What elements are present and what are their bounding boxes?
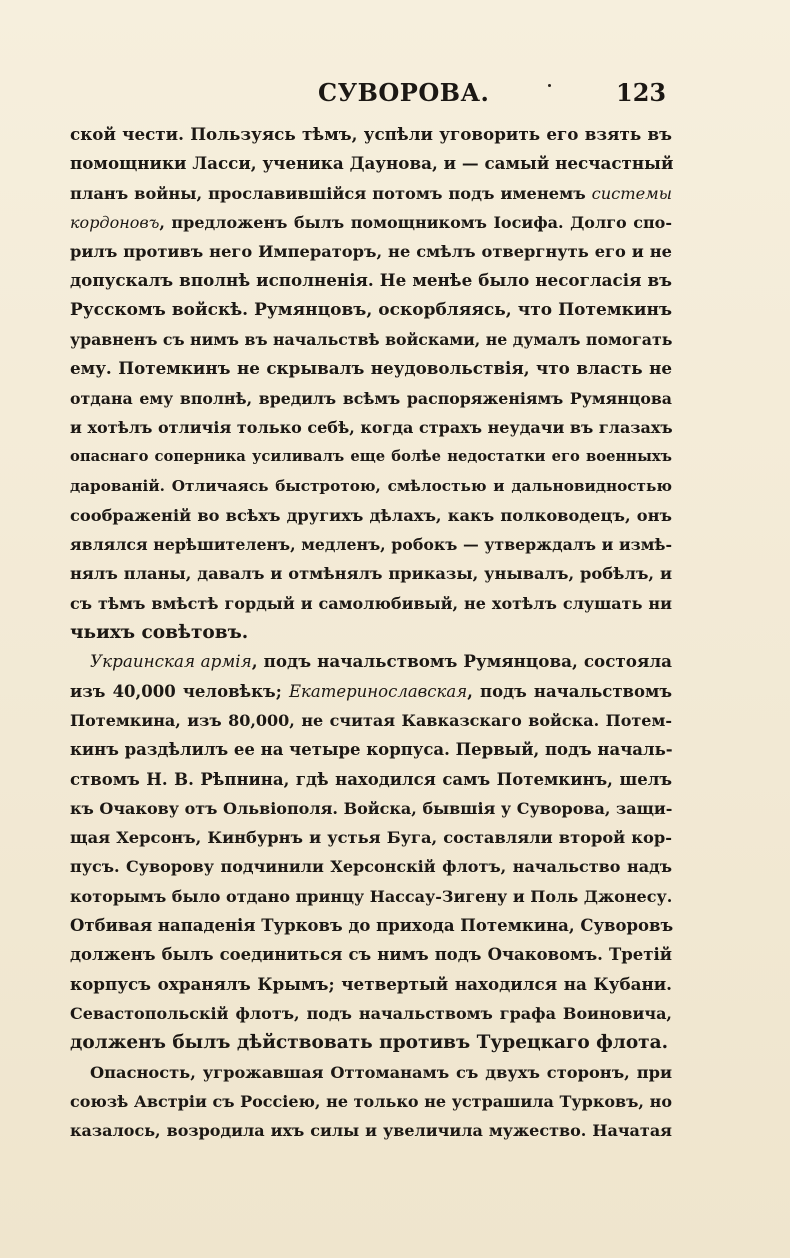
text-line: Потемкина, изъ 80,000, не считая Кавказскаго войска. Потем-: [70, 710, 672, 730]
text-line: чьихъ совѣтовъ.: [70, 622, 249, 644]
page-header: [0, 78, 790, 112]
text-line: допускалъ вполнѣ исполненія. Не менѣе было несогласія въ: [70, 270, 672, 291]
text-line: Украинская армія, подъ начальствомъ Румянцова, состояла: [90, 651, 673, 672]
text-line: долженъ былъ дѣйствовать противъ Турецкаго флота.: [70, 1032, 669, 1054]
text-line: рилъ противъ него Императоръ, не смѣлъ отвергнуть его и не: [70, 242, 672, 262]
text-line: дарованій. Отличаясь быстротою, смѣлостью и дальновидностью: [70, 476, 672, 495]
text-line: корпусъ охранялъ Крымъ; четвертый находился на Кубани.: [70, 973, 672, 994]
text-line: изъ 40,000 человѣкъ; Екатеринославская, подъ начальствомъ: [70, 681, 673, 701]
text-line: Русскомъ войскѣ. Румянцовъ, оскорбляясь, что Потемкинъ: [70, 299, 672, 320]
text-line: ему. Потемкинъ не скрывалъ неудовольствія, что власть не: [70, 358, 672, 379]
text-line: являлся нерѣшителенъ, медленъ, робокъ — утверждалъ и измѣ-: [70, 535, 672, 555]
text-line: долженъ былъ соединиться съ нимъ подъ Очаковомъ. Третій: [70, 945, 672, 965]
text-line: помощники Ласси, ученика Даунова, и — самый несчастный: [70, 153, 674, 174]
text-line: соображеній во всѣхъ другихъ дѣлахъ, какъ полководецъ, онъ: [70, 505, 672, 525]
text-line: и хотѣлъ отличія только себѣ, когда страхъ неудачи въ глазахъ: [70, 417, 673, 437]
page-number: 123: [616, 78, 667, 107]
text-line: кордоновъ, предложенъ былъ помощникомъ Іосифа. Долго спо-: [70, 212, 672, 232]
italic-emphasis: Украинская армія: [90, 651, 252, 672]
italic-emphasis: Екатеринославская: [288, 681, 468, 701]
text-line: щая Херсонъ, Кинбурнъ и устья Буга, составляли второй кор-: [70, 828, 672, 848]
text-line: Севастопольскій флотъ, подъ начальствомъ графа Воиновича,: [70, 1003, 672, 1023]
text-line: нялъ планы, давалъ и отмѣнялъ приказы, унывалъ, робѣлъ, и: [70, 564, 672, 584]
text-line: планъ войны, прославившійся потомъ подъ именемъ системы: [70, 183, 672, 203]
text-line: Опасность, угрожавшая Оттоманамъ съ двухъ сторонъ, при: [90, 1062, 672, 1082]
text-line: къ Очакову отъ Ольвіополя. Войска, бывшія у Суворова, защи-: [70, 798, 673, 818]
text-line: съ тѣмъ вмѣстѣ гордый и самолюбивый, не хотѣлъ слушать ни: [70, 593, 672, 613]
body-text: [70, 120, 672, 1145]
ink-speck: [548, 84, 551, 87]
text-line: кинъ раздѣлилъ ее на четыре корпуса. Первый, подъ началь-: [70, 740, 673, 760]
italic-emphasis: системы: [591, 183, 672, 203]
text-line: ствомъ Н. В. Рѣпнина, гдѣ находился самъ Потемкинъ, шелъ: [70, 769, 672, 789]
text-line: Отбивая нападенія Турковъ до прихода Потемкина, Суворовъ: [70, 916, 674, 936]
text-line: которымъ было отдано принцу Нассау-Зигену и Поль Джонесу.: [70, 886, 673, 906]
text-line: союзѣ Австріи съ Россіею, не только не устрашила Турковъ, но: [70, 1091, 672, 1111]
text-line: отдана ему вполнѣ, вредилъ всѣмъ распоряженіямъ Румянцова: [70, 388, 672, 408]
text-line: опаснаго соперника усиливалъ еще болѣе недостатки его военныхъ: [70, 448, 672, 466]
italic-emphasis: кордоновъ: [70, 212, 160, 232]
text-line: ской чести. Пользуясь тѣмъ, успѣли уговорить его взять въ: [70, 124, 672, 144]
text-line: казалось, возродила ихъ силы и увеличила мужество. Начатая: [70, 1121, 672, 1141]
text-line: уравненъ съ нимъ въ начальствѣ войсками, не думалъ помогать: [70, 330, 673, 350]
text-line: пусъ. Суворову подчинили Херсонскій флотъ, начальство надъ: [70, 857, 672, 877]
running-title: СУВОРОВА.: [318, 78, 490, 107]
